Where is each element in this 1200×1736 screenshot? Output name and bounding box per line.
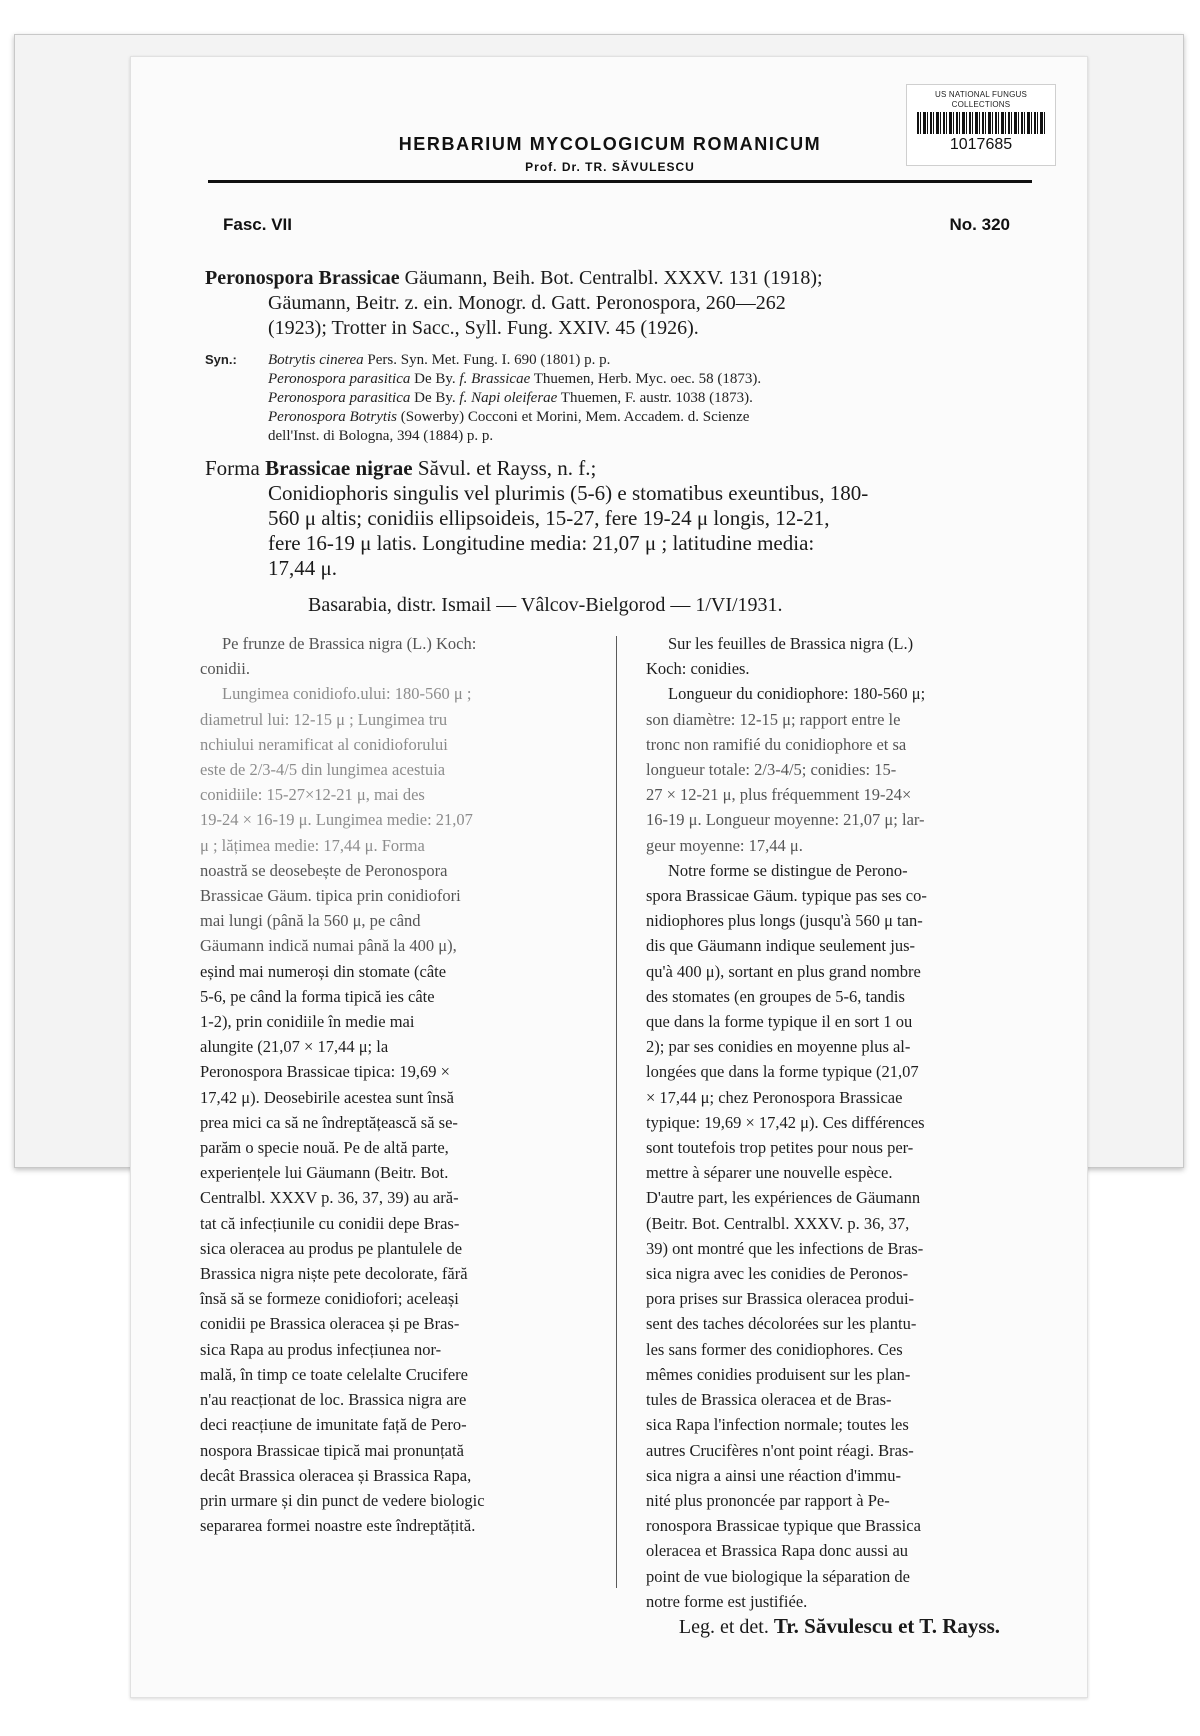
- fr-line: tronc non ramifié du conidiophore et sa: [646, 734, 907, 754]
- fascicle-label: Fasc. VII: [223, 215, 292, 234]
- fr-line: 27 × 12-21 μ, plus fréquemment 19-24×: [646, 785, 912, 805]
- ro-line: 1-2), prin conidiile în medie mai: [200, 1012, 415, 1032]
- fr-line: son diamètre: 12-15 μ; rapport entre le: [646, 709, 901, 729]
- synonym-ref: Thuemen, F. austr. 1038 (1873).: [557, 390, 753, 406]
- legit-prefix: Leg. et det.: [678, 1616, 769, 1638]
- fr-line: Notre forme se distingue de Perono-: [668, 860, 908, 880]
- herbarium-title: HERBARIUM MYCOLOGICUM ROMANICUM: [398, 134, 822, 154]
- fr-line: nidiophores plus longs (jusqu'à 560 μ tan-: [646, 911, 923, 931]
- fr-line: pora prises sur Brassica oleracea produi-: [646, 1289, 915, 1309]
- ro-line: este de 2/3-4/5 din lungimea acestuia: [200, 760, 446, 780]
- ro-line: Brassica nigra niște pete decolorate, fără: [200, 1264, 468, 1284]
- fr-line: Sur les feuilles de Brassica nigra (L.): [668, 634, 914, 653]
- ro-line: sica Rapa au produs infecțiunea nor-: [200, 1339, 442, 1359]
- synonym-ref: De By.: [410, 371, 460, 387]
- fr-line: oleracea et Brassica Rapa donc aussi au: [646, 1541, 909, 1561]
- fr-line: typique: 19,69 × 17,42 μ). Ces différences: [646, 1112, 925, 1132]
- fr-line: sica Rapa l'infection normale; toutes les: [646, 1415, 909, 1435]
- reference-line: Gäumann, Beitr. z. ein. Monogr. d. Gatt. Peronospora, 260—262: [268, 292, 786, 314]
- reference-line: Gäumann, Beih. Bot. Centralbl. XXXV. 131 (1918);: [399, 267, 823, 289]
- fr-line: sica nigra a ainsi une réaction d'immu-: [646, 1465, 901, 1485]
- ro-line: eșind mai numeroși din stomate (câte: [200, 961, 447, 981]
- fr-line: notre forme est justifiée.: [646, 1591, 808, 1611]
- forma-line: 560 μ altis; conidiis ellipsoideis, 15-27, fere 19-24 μ longis, 12-21,: [268, 506, 830, 530]
- species-name: Peronospora Brassicae: [205, 267, 400, 289]
- ro-line: Lungimea conidiofo.ului: 180-560 μ ;: [222, 684, 472, 704]
- barcode-icon: [917, 112, 1045, 134]
- fr-line: sent des taches décolorées sur les plantu-: [646, 1314, 917, 1334]
- ro-line: decât Brassica oleracea și Brassica Rapa,: [200, 1465, 472, 1485]
- ro-line: prea mici ca să ne îndreptățească să se-: [200, 1112, 458, 1132]
- barcode-number: 1017685: [949, 136, 1013, 153]
- fr-line: spora Brassicae Gäum. typique pas ses co-: [646, 886, 927, 906]
- ro-line: Centralbl. XXXV p. 36, 37, 39) au ară-: [200, 1188, 459, 1208]
- forma-line: 17,44 μ.: [268, 556, 338, 580]
- romanian-column: [200, 631, 590, 1538]
- ro-line: Brassicae Gäum. tipica prin conidiofori: [200, 886, 461, 906]
- fr-line: Longueur du conidiophore: 180-560 μ;: [668, 684, 926, 704]
- synonym-ref: De By.: [410, 390, 460, 406]
- ro-line: 17,42 μ). Deosebirile acestea sunt însă: [200, 1087, 454, 1107]
- forma-line: fere 16-19 μ latis. Longitudine media: 21,07 μ ; latitudine media:: [268, 531, 815, 555]
- header-rule: [208, 180, 1032, 183]
- species-reference: [205, 266, 1035, 341]
- synonym-ref: Pers. Syn. Met. Fung. I. 690 (1801) p. p.: [363, 352, 611, 368]
- barcode-institution: US NATIONAL FUNGUS COLLECTIONS: [934, 90, 1028, 109]
- ro-line: mai lungi (până la 560 μ, pe când: [200, 911, 421, 931]
- fr-line: sont toutefois trop petites pour nous per-: [646, 1138, 914, 1158]
- fr-line: point de vue biologique la séparation de: [646, 1566, 910, 1586]
- fr-line: 39) ont montré que les infections de Bras-: [646, 1238, 924, 1258]
- column-divider: [616, 636, 617, 1588]
- synonym-ref: dell'Inst. di Bologna, 394 (1884) p. p.: [268, 428, 494, 444]
- synonym-name: Peronospora Botrytis: [268, 409, 398, 425]
- synonym-name: Peronospora parasitica: [268, 371, 411, 387]
- ro-line: separarea formei noastre este îndreptățită.: [200, 1516, 476, 1536]
- fr-line: nité plus prononcée par rapport à Pe-: [646, 1490, 890, 1510]
- fr-line: longueur totale: 2/3-4/5; conidies: 15-: [646, 760, 897, 780]
- ro-line: n'au reacționat de loc. Brassica nigra are: [200, 1390, 467, 1410]
- fr-line: qu'à 400 μ), sortant en plus grand nombre: [646, 961, 921, 981]
- ro-line: nchiului neramificat al conidioforului: [200, 734, 448, 754]
- fr-line: 16-19 μ. Longueur moyenne: 21,07 μ; lar-: [646, 810, 925, 830]
- synonym-name: Peronospora parasitica: [268, 390, 411, 406]
- ro-line: alungite (21,07 × 17,44 μ; la: [200, 1037, 389, 1057]
- fr-line: × 17,44 μ; chez Peronospora Brassicae: [646, 1087, 903, 1107]
- synonym-forma: f. Brassicae: [459, 371, 531, 387]
- ro-line: Peronospora Brassicae tipica: 19,69 ×: [200, 1062, 450, 1082]
- locality: Basarabia, distr. Ismail — Vâlcov-Bielgorod — 1/VI/1931.: [308, 594, 783, 616]
- forma-description: [205, 456, 1035, 581]
- fr-line: les sans former des conidiophores. Ces: [646, 1339, 903, 1359]
- forma-word: Forma: [205, 456, 260, 480]
- fr-line: des stomates (en groupes de 5-6, tandis: [646, 986, 905, 1006]
- fr-line: dis que Gäumann indique seulement jus-: [646, 936, 915, 956]
- reference-line: (1923); Trotter in Sacc., Syll. Fung. XXIV. 45 (1926).: [268, 317, 699, 339]
- fr-line: D'autre part, les expériences de Gäumann: [646, 1188, 921, 1208]
- ro-line: conidii.: [200, 659, 250, 679]
- fr-line: 2); par ses conidies en moyenne plus al-: [646, 1037, 911, 1057]
- ro-line: nospora Brassicae tipică mai pronunțată: [200, 1440, 464, 1460]
- ro-line: conidiile: 15-27×12-21 μ, mai des: [200, 785, 425, 805]
- fr-line: mettre à séparer une nouvelle espèce.: [646, 1163, 893, 1183]
- fr-line: geur moyenne: 17,44 μ.: [646, 835, 803, 855]
- legit-line: [679, 1614, 1000, 1639]
- fr-line: Koch: conidies.: [646, 659, 750, 679]
- ro-line: μ ; lățimea medie: 17,44 μ. Forma: [200, 835, 425, 855]
- synonym-name: Botrytis cinerea: [268, 352, 364, 368]
- fr-line: mêmes conidies produisent sur les plan-: [646, 1364, 911, 1384]
- synonyms-label: Syn.:: [205, 352, 237, 367]
- synonym-ref: Thuemen, Herb. Myc. oec. 58 (1873).: [530, 371, 762, 387]
- fr-line: sica nigra avec les conidies de Peronos-: [646, 1264, 909, 1284]
- specimen-number: No. 320: [949, 215, 1010, 234]
- fr-line: (Beitr. Bot. Centralbl. XXXV. p. 36, 37,: [646, 1213, 910, 1233]
- synonym-ref: (Sowerby) Cocconi et Morini, Mem. Accadem. d. Scienze: [397, 409, 750, 425]
- ro-line: Gäumann indică numai până la 400 μ),: [200, 936, 457, 956]
- synonym-forma: f. Napi oleiferae: [459, 390, 558, 406]
- fr-line: autres Crucifères n'ont point réagi. Bras-: [646, 1440, 914, 1460]
- ro-line: sica oleracea au produs pe plantulele de: [200, 1238, 463, 1258]
- forma-authors: Săvul. et Rayss, n. f.;: [412, 456, 597, 480]
- ro-line: tat că infecțiunile cu conidii depe Bras-: [200, 1213, 460, 1233]
- herbarium-professor: Prof. Dr. TR. SĂVULESCU: [525, 160, 695, 174]
- ro-line: însă să se formeze conidiofori; aceleași: [200, 1289, 459, 1309]
- ro-line: Pe frunze de Brassica nigra (L.) Koch:: [222, 634, 477, 653]
- synonyms-block: [205, 350, 1035, 446]
- ro-line: 5-6, pe când la forma tipică ies câte: [200, 986, 435, 1006]
- ro-line: prin urmare și din punct de vedere biologic: [200, 1490, 485, 1510]
- forma-line: Conidiophoris singulis vel plurimis (5-6) e stomatibus exeuntibus, 180-: [268, 481, 869, 505]
- ro-line: 19-24 × 16-19 μ. Lungimea medie: 21,07: [200, 810, 473, 830]
- forma-name: Brassicae nigrae: [265, 456, 413, 480]
- french-column: [646, 631, 1038, 1614]
- fr-line: longées que dans la forme typique (21,07: [646, 1062, 919, 1082]
- ro-line: experiențele lui Gäumann (Beitr. Bot.: [200, 1163, 449, 1183]
- fr-line: que dans la forme typique il en sort 1 ou: [646, 1012, 913, 1032]
- ro-line: diametrul lui: 12-15 μ ; Lungimea tru: [200, 709, 448, 729]
- legit-collectors: Tr. Săvulescu et T. Rayss.: [773, 1614, 1000, 1638]
- ro-line: noastră se deosebește de Peronospora: [200, 860, 448, 880]
- barcode-label: [906, 84, 1056, 166]
- fr-line: ronospora Brassicae typique que Brassica: [646, 1516, 921, 1536]
- ro-line: parăm o specie nouă. Pe de altă parte,: [200, 1138, 449, 1158]
- fr-line: tules de Brassica oleracea et de Bras-: [646, 1390, 892, 1410]
- ro-line: deci reacțiune de imunitate față de Pero-: [200, 1415, 467, 1435]
- ro-line: conidii pe Brassica oleracea și pe Bras-: [200, 1314, 460, 1334]
- ro-line: mală, în timp ce toate celelalte Crucifere: [200, 1364, 468, 1384]
